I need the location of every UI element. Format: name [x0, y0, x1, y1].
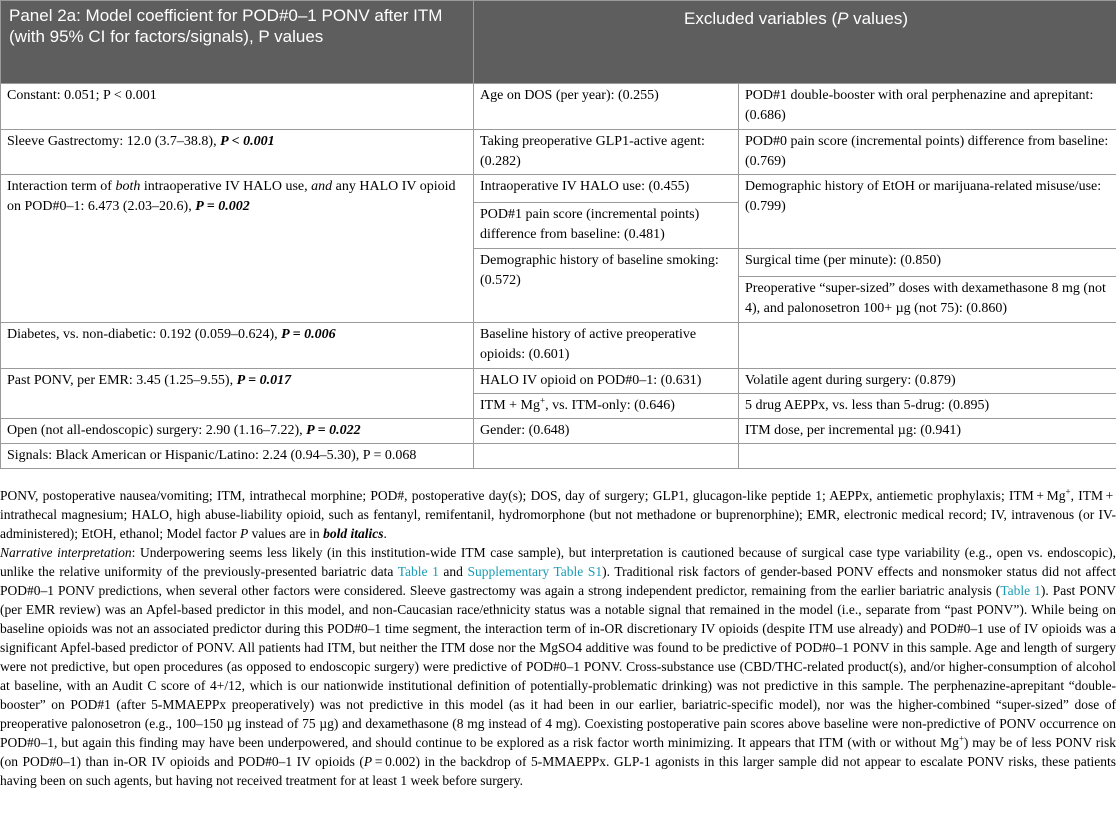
cell-gender: Gender: (0.648): [474, 419, 739, 444]
itm-mg-pre: ITM + Mg: [480, 398, 541, 413]
cell-etoh: Demographic history of EtOH or marijuana-related misuse/use: (0.799): [739, 175, 1116, 249]
abbr-text-1: PONV, postoperative nausea/vomiting; ITM, intrathecal morphine; POD#, postoperative day(s); DOS, day of surgery; GLP1, glucagon-like peptide 1; AEPPx, antiemetic prophylaxis; ITM + Mg: [0, 488, 1066, 503]
interaction-text-d: and: [311, 179, 333, 194]
cell-glp1: Taking preoperative GLP1-active agent: (0.282): [474, 130, 739, 175]
supplementary-table-link[interactable]: Supplementary Table S1: [467, 564, 603, 579]
cell-super-sized: Preoperative “super-sized” doses with dexamethasone 8 mg (not 4), and palonosetron 100+ µg (not 75): (0.860): [739, 277, 1116, 323]
interaction-text-c: intraoperative IV HALO use,: [140, 179, 312, 194]
interaction-p: P = 0.002: [195, 199, 250, 214]
cell-interaction: [1, 175, 474, 323]
cell-signals: Signals: Black American or Hispanic/Latino: 2.24 (0.94–5.30), P = 0.068: [1, 444, 474, 469]
table-row: [1, 84, 1116, 130]
cell-age: Age on DOS (per year): (0.255): [474, 84, 739, 130]
cell-past-ponv: [1, 369, 474, 419]
cell-empty: [474, 444, 739, 469]
sleeve-text: Sleeve Gastrectomy: 12.0 (3.7–38.8),: [7, 134, 221, 149]
interaction-text-e: any HALO IV opioid on POD#0–1: 6.473 (2.03–20.6),: [7, 179, 456, 214]
cell-empty: [739, 444, 1116, 469]
itm-mg-post: , vs. ITM-only: (0.646): [545, 398, 675, 413]
table-row: [1, 175, 1116, 203]
cell-volatile: Volatile agent during surgery: (0.879): [739, 369, 1116, 394]
cell-constant: Constant: 0.051; P < 0.001: [1, 84, 474, 130]
abbreviations-note: [0, 486, 1116, 543]
abbr-text-3: values are in: [248, 526, 324, 541]
header-right-p: P: [837, 9, 849, 28]
table-footnotes: [0, 486, 1116, 790]
table-row: [1, 369, 1116, 394]
interaction-text-b: both: [115, 179, 141, 194]
narrative-p: P: [363, 754, 373, 769]
interaction-text-a: Interaction term of: [7, 179, 116, 194]
narrative-text-6: = 0.002) in the backdrop of 5-MMAEPPx. GLP-1 agonists in this larger sample did not appear to escalate PONV risks, these patients having been on such agents, but having not received treatment for at least 1 week before surgery.: [0, 754, 1116, 788]
cell-sleeve: [1, 130, 474, 175]
cell-double-booster: POD#1 double-booster with oral perphenazine and aprepitant: (0.686): [739, 84, 1116, 130]
past-ponv-text: Past PONV, per EMR: 3.45 (1.25–9.55),: [7, 373, 237, 388]
abbr-sup: +: [1065, 486, 1071, 497]
diabetes-text: Diabetes, vs. non-diabetic: 0.192 (0.059–0.624),: [7, 327, 282, 342]
abbr-text-2: , ITM + intrathecal magnesium; HALO, high abuse-liability opioid, such as fentanyl, remifentanil, hydromorphone (but not methadone or buprenorphine); EMR, electronic medical record; IV, intravenous (or IV-administered); EtOH, ethanol; Model factor: [0, 488, 1116, 541]
cell-itm-mg: [474, 394, 739, 419]
abbr-bold-italics: bold italics: [323, 526, 384, 541]
table-row: [1, 444, 1116, 469]
abbr-p: P: [239, 526, 249, 541]
narrative-label: Narrative interpretation: [0, 545, 132, 560]
diabetes-p: P = 0.006: [281, 327, 336, 342]
table-row: [1, 419, 1116, 444]
cell-5drug: 5 drug AEPPx, vs. less than 5-drug: (0.895): [739, 394, 1116, 419]
header-left: Panel 2a: Model coefficient for POD#0–1 PONV after ITM (with 95% CI for factors/signals), P values: [1, 1, 474, 84]
narrative-text-2: and: [438, 564, 468, 579]
header-right-post: values): [848, 9, 908, 28]
cell-surgical-time: Surgical time (per minute): (0.850): [739, 249, 1116, 277]
cell-smoking: Demographic history of baseline smoking: (0.572): [474, 249, 739, 323]
sleeve-p: P < 0.001: [220, 134, 275, 149]
itm-mg-sup: +: [540, 395, 546, 406]
table-row: [1, 130, 1116, 175]
narrative-text-1: : Underpowering seems less likely (in this institution-wide ITM case sample), but interpretation is cautioned because of surgical case type variability (e.g., open vs. endoscopic), unlike the relative uniformity of the previously-presented bariatric data: [0, 545, 1116, 579]
cell-intraop-halo: Intraoperative IV HALO use: (0.455): [474, 175, 739, 203]
cell-itm-dose: ITM dose, per incremental µg: (0.941): [739, 419, 1116, 444]
cell-empty: [739, 323, 1116, 369]
table-header-row: [1, 1, 1116, 84]
narrative-text-5: ) may be of less PONV risk (on POD#0–1) than in-OR IV opioids and POD#0–1 IV opioids (: [0, 735, 1116, 769]
cell-diabetes: [1, 323, 474, 369]
abbr-text-4: .: [383, 526, 387, 541]
table1-link[interactable]: Table 1: [1000, 583, 1041, 598]
header-right-pre: Excluded variables (: [684, 9, 838, 28]
open-surgery-text: Open (not all-endoscopic) surgery: 2.90 (1.16–7.22),: [7, 423, 307, 438]
narrative-note: [0, 543, 1116, 790]
cell-pod0-pain: POD#0 pain score (incremental points) difference from baseline: (0.769): [739, 130, 1116, 175]
narrative-text-4: ). Past PONV (per EMR review) was an Apfel-based predictor in this model, and non-Caucasian race/ethnicity status was a notable signal that remained in the model (i.e., separate from “past PONV”). While being on baseline opioids was not an associated predictor during this POD#0–1 time segment, the interaction term of in-OR discretionary IV opioids (despite ITM use already) and POD#0–1 use of IV opioids was a significant Apfel-based predictor of PONV. All patients had ITM, but neither the ITM dose nor the MgSO4 additive was found to be predictive of POD#0–1 PONV in this sample. Age and length of surgery were not predictive, but open procedures (as opposed to endoscopic surgery) were predictive of POD#0–1 PONV. Cross-substance use (CBD/THC-related product(s), and/or higher-consumption of alcohol at baseline, with an Audit C score of 4+/12, which is our nationwide institutional definition of potentially-problematic drinking) was not predictive in this sample. The perphenazine-aprepitant “double-booster” on POD#1 (after 5-MMAEPPx preoperatively) was not predictive in this model (as it had been in our earlier, bariatric-specific model), nor was the higher-combined “super-sized” dose of preoperative palonosetron (e.g., 100–150 µg instead of 75 µg) and dexamethasone (8 mg instead of 4 mg). Coexisting postoperative pain scores above baseline were non-predictive of PONV occurrence on POD#0–1, but again this finding may have been underpowered, and should continue to be explored as a risk factor worth minimizing. It appears that ITM (with or without Mg: [0, 583, 1116, 750]
past-ponv-p: P = 0.017: [236, 373, 292, 388]
cell-pod1-pain: POD#1 pain score (incremental points) difference from baseline: (0.481): [474, 203, 739, 249]
narrative-sup: +: [958, 733, 964, 744]
table-row: [1, 323, 1116, 369]
cell-open-surgery: [1, 419, 474, 444]
header-right: [474, 1, 1116, 84]
open-surgery-p: P = 0.022: [306, 423, 361, 438]
table1-link[interactable]: Table 1: [397, 564, 439, 579]
cell-halo-iv-pod01: HALO IV opioid on POD#0–1: (0.631): [474, 369, 739, 394]
cell-baseline-opioids: Baseline history of active preoperative opioids: (0.601): [474, 323, 739, 369]
narrative-text-3: ). Traditional risk factors of gender-based PONV effects and nonsmoker status did not affect POD#0–1 PONV predictions, when several other factors were considered. Sleeve gastrectomy was again a strong independent predictor, remaining from the earlier bariatric analysis (: [0, 564, 1116, 598]
